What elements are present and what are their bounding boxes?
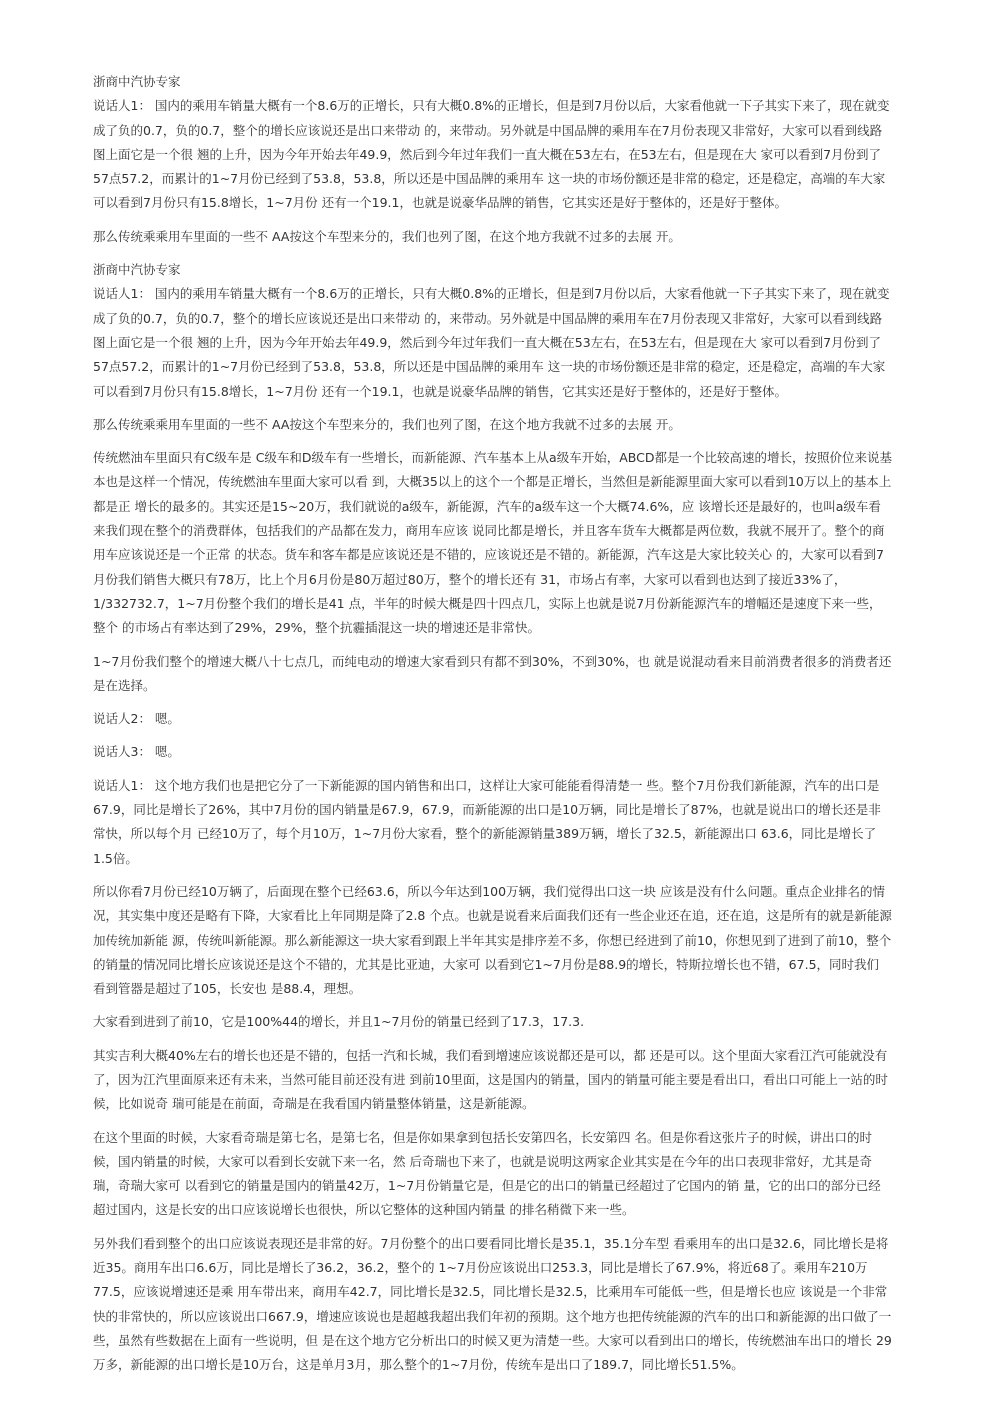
text-line: 候，国内销量的时候，大家可以看到长安就下来一名，然 后奇瑞也下来了，也就是说明这两家企业其实是在今年的出口表现非常好，尤其是奇 bbox=[93, 1153, 872, 1169]
text-line: 57点57.2，而累计的1~7月份已经到了53.8，53.8，所以还是中国品牌的乘用车 这一块的市场份额还是非常的稳定，还是稳定，高端的车大家 bbox=[93, 171, 886, 187]
text-line: 的销量的情况同比增长应该说还是这个不错的，尤其是比亚迪，大家可 以看到它1~7月份是88.9的增长，特斯拉增长也不错，67.5，同时我们 bbox=[93, 956, 880, 972]
text-line: 常快，所以每个月 已经10万了，每个月10万，1~7月份大家看，整个的新能源销量389万辆，增长了32.5，新能源出口 63.6，同比是增长了 bbox=[93, 826, 877, 842]
text-line: 所以你看7月份已经10万辆了，后面现在整个已经63.6，所以今年达到100万辆，我们觉得出口这一块 应该是没有什么问题。重点企业排名的情 bbox=[93, 883, 886, 899]
paragraph bbox=[93, 94, 941, 215]
text-line: 1~7月份我们整个的增速大概八十七点几，而纯电动的增速大家看到只有都不到30%，不到30%，也 就是说混动看来目前消费者很多的消费者还 bbox=[93, 653, 892, 669]
paragraph bbox=[93, 446, 941, 640]
paragraph bbox=[93, 707, 941, 731]
text-line: 那么传统乘乘用车里面的一些不 AA按这个车型来分的，我们也列了图，在这个地方我就不过多的去展 开。 bbox=[93, 228, 681, 244]
text-line: 说话人2： 嗯。 bbox=[93, 711, 180, 727]
paragraph bbox=[93, 70, 941, 94]
text-line: 说话人1： 这个地方我们也是把它分了一下新能源的国内销售和出口，这样让大家可能能看得清楚一 些。整个7月份我们新能源，汽车的出口是 bbox=[93, 777, 880, 793]
paragraph bbox=[93, 258, 941, 282]
paragraph bbox=[93, 225, 941, 249]
text-line: 说话人1： 国内的乘用车销量大概有一个8.6万的正增长，只有大概0.8%的正增长，但是到7月份以后，大家看他就一下子其实下来了，现在就变 bbox=[93, 286, 890, 302]
paragraph bbox=[93, 774, 941, 871]
text-line: 月份我们销售大概只有78万，比上个月6月份是80万超过80万，整个的增长还有 31，市场占有率，大家可以看到也达到了接近33%了， bbox=[93, 571, 847, 587]
text-line: 另外我们看到整个的出口应该说表现还是非常的好。7月份整个的出口要看同比增长是35.1，35.1分车型 看乘用车的出口是32.6，同比增长是将 bbox=[93, 1235, 889, 1251]
text-line: 浙商中汽协专家 bbox=[93, 262, 181, 278]
text-line: 可以看到7月份只有15.8增长，1~7月份 还有一个19.1，也就是说豪华品牌的销售，它其实还是好于整体的，还是好于整体。 bbox=[93, 383, 787, 399]
text-line: 本也是这样一个情况，传统燃油车里面大家可以看 到，大概35以上的这个一个都是正增长，当然但是新能源里面大家可以看到10万以上的基本上 bbox=[93, 474, 892, 490]
paragraph bbox=[93, 282, 941, 403]
text-line: 况，其实集中度还是略有下降，大家看比上年同期是降了2.8 个点。也就是说看来后面我们还有一些企业还在追，还在追，这是所有的就是新能源 bbox=[93, 908, 892, 924]
paragraph bbox=[93, 413, 941, 437]
text-line: 来我们现在整个的消费群体，包括我们的产品都在发力，商用车应该 说同比都是增长，并且客车货车大概都是两位数，我就不展开了。整个的商 bbox=[93, 523, 885, 539]
text-line: 说话人3： 嗯。 bbox=[93, 744, 180, 760]
text-line: 万多，新能源的出口增长是10万台，这是单月3月，那么整个的1~7月份，传统车是出口了189.7，同比增长51.5%。 bbox=[93, 1357, 744, 1373]
text-line: 传统燃油车里面只有C级车是 C级车和D级车有一些增长，而新能源、汽车基本上从a级车开始，ABCD都是一个比较高速的增长，按照价位来说基 bbox=[93, 450, 892, 466]
text-line: 瑞，奇瑞大家可 以看到它的销量是国内的销量42万，1~7月份销量它是，但是它的出口的销量已经超过了它国内的销 量，它的出口的部分已经 bbox=[93, 1178, 881, 1194]
text-line: 77.5，应该说增速还是乘 用车带出来，商用车42.7，同比增长是32.5，同比增长是32.5，比乘用车可能低一些，但是增长也应 该说是一个非常 bbox=[93, 1284, 888, 1300]
text-line: 57点57.2，而累计的1~7月份已经到了53.8，53.8，所以还是中国品牌的乘用车 这一块的市场份额还是非常的稳定，还是稳定，高端的车大家 bbox=[93, 359, 886, 375]
text-line: 1/332732.7，1~7月份整个我们的增长是41 点，半年的时候大概是四十四点几，实际上也就是说7月份新能源汽车的增幅还是速度下来一些， bbox=[93, 595, 882, 611]
text-line: 在这个里面的时候，大家看奇瑞是第七名，是第七名，但是你如果拿到包括长安第四名，长安第四 名。但是你看这张片子的时候，讲出口的时 bbox=[93, 1129, 872, 1145]
paragraph bbox=[93, 1010, 941, 1034]
text-line: 1.5倍。 bbox=[93, 850, 138, 866]
text-line: 67.9，同比是增长了26%，其中7月份的国内销量是67.9，67.9，而新能源的出口是10万辆，同比是增长了87%，也就是说出口的增长还是非 bbox=[93, 802, 881, 818]
text-line: 加传统加新能 源，传统叫新能源。那么新能源这一块大家看到跟上半年其实是排序差不多，你想已经进到了前10，你想见到了进到了前10，整个 bbox=[93, 932, 892, 948]
text-line: 可以看到7月份只有15.8增长，1~7月份 还有一个19.1，也就是说豪华品牌的销售，它其实还是好于整体的，还是好于整体。 bbox=[93, 195, 787, 211]
text-line: 图上面它是一个很 翘的上升，因为今年开始去年49.9，然后到今年过年我们一直大概在53左右，在53左右，但是现在大 家可以看到7月份到了 bbox=[93, 334, 882, 350]
text-line: 大家看到进到了前10，它是100%44的增长，并且1~7月份的销量已经到了17.3，17.3. bbox=[93, 1014, 585, 1030]
paragraph bbox=[93, 880, 941, 1001]
paragraph bbox=[93, 1126, 941, 1223]
text-line: 整个 的市场占有率达到了29%，29%，整个抗霾插混这一块的增速还是非常快。 bbox=[93, 620, 541, 636]
text-line: 那么传统乘乘用车里面的一些不 AA按这个车型来分的，我们也列了图，在这个地方我就不过多的去展 开。 bbox=[93, 416, 681, 432]
paragraph bbox=[93, 1044, 941, 1117]
paragraph bbox=[93, 740, 941, 764]
text-line: 些，虽然有些数据在上面有一些说明，但 是在这个地方它分析出口的时候又更为清楚一些。大家可以看到出口的增长，传统燃油车出口的增长 29 bbox=[93, 1332, 892, 1348]
text-line: 说话人1： 国内的乘用车销量大概有一个8.6万的正增长，只有大概0.8%的正增长，但是到7月份以后，大家看他就一下子其实下来了，现在就变 bbox=[93, 98, 890, 114]
text-line: 快的非常快的，所以应该说出口667.9，增速应该说也是超越我超出我们年初的预期。这个地方也把传统能源的汽车的出口和新能源的出口做了一 bbox=[93, 1308, 892, 1324]
text-line: 成了负的0.7，负的0.7，整个的增长应该说还是出口来带动 的，来带动。另外就是中国品牌的乘用车在7月份表现又非常好，大家可以看到线路 bbox=[93, 122, 883, 138]
text-line: 成了负的0.7，负的0.7，整个的增长应该说还是出口来带动 的，来带动。另外就是中国品牌的乘用车在7月份表现又非常好，大家可以看到线路 bbox=[93, 310, 883, 326]
text-line: 是在选择。 bbox=[93, 677, 156, 693]
text-line: 图上面它是一个很 翘的上升，因为今年开始去年49.9，然后到今年过年我们一直大概在53左右，在53左右，但是现在大 家可以看到7月份到了 bbox=[93, 146, 882, 162]
paragraph bbox=[93, 1232, 941, 1378]
text-line: 超过国内，这是长安的出口应该说增长也很快，所以它整体的这种国内销量 的排名稍微下来一些。 bbox=[93, 1202, 635, 1218]
text-line: 浙商中汽协专家 bbox=[93, 74, 181, 89]
text-line: 看到管器是超过了105，长安也 是88.4，理想。 bbox=[93, 981, 362, 997]
text-line: 候，比如说奇 瑞可能是在前面，奇瑞是在我看国内销量整体销量，这是新能源。 bbox=[93, 1096, 535, 1112]
text-line: 其实吉利大概40%左右的增长也还是不错的，包括一汽和长城，我们看到增速应该说都还是可以，都 还是可以。这个里面大家看江汽可能就没有 bbox=[93, 1047, 888, 1063]
paragraph bbox=[93, 650, 941, 699]
text-line: 都是正 增长的最多的。其实还是15~20万，我们就说的a级车，新能源，汽车的a级车这一个大概74.6%，应 该增长还是最好的，也叫a级车看 bbox=[93, 498, 881, 514]
text-line: 用车应该说还是一个正常 的状态。货车和客车都是应该说还是不错的，应该说还是不错的。新能源，汽车这是大家比较关心 的，大家可以看到7 bbox=[93, 547, 884, 563]
text-line: 了，因为江汽里面原来还有未来，当然可能目前还没有进 到前10里面，这是国内的销量，国内的销量可能主要是看出口，看出口可能上一站的时 bbox=[93, 1071, 888, 1087]
text-line: 近35。商用车出口6.6万，同比是增长了36.2，36.2，整个的 1~7月份应该说出口253.3，同比是增长了67.9%，将近68了。乘用车210万 bbox=[93, 1260, 868, 1276]
